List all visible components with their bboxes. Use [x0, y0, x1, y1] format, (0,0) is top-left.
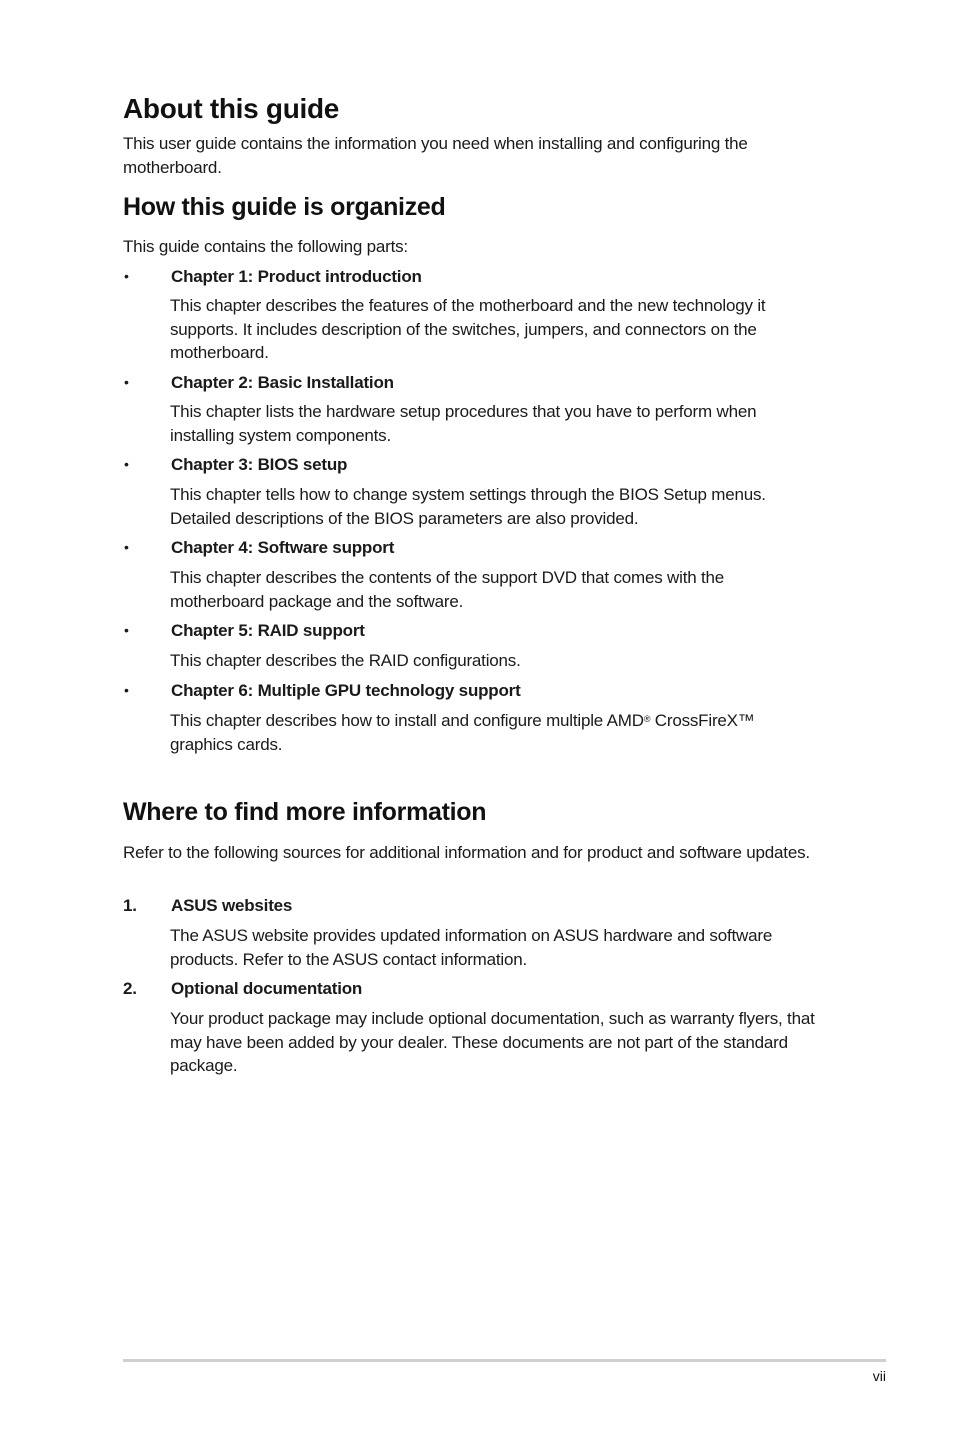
chapter-3-desc: This chapter tells how to change system settings through the BIOS Setup menus. Detailed descriptions of the BIOS parameters are also provided.	[170, 485, 766, 528]
chapter-4-desc: This chapter describes the contents of the support DVD that comes with the motherboard package and the software.	[170, 568, 725, 611]
chapter-4-title: Chapter 4: Software support	[171, 538, 395, 557]
bullet-icon: •	[124, 622, 129, 638]
source-1-number: 1.	[123, 896, 137, 915]
source-1-desc: The ASUS website provides updated information on ASUS hardware and software products. Refer to the ASUS contact information.	[170, 926, 773, 969]
chapter-6-desc-part2: CrossFireX™ graphics cards.	[170, 711, 755, 754]
bullet-icon: •	[124, 374, 129, 390]
heading-where-to-find: Where to find more information	[123, 798, 487, 826]
about-intro: This user guide contains the information you need when installing and configuring the motherboard.	[123, 134, 748, 177]
chapter-2-title: Chapter 2: Basic Installation	[171, 373, 394, 392]
bullet-icon: •	[124, 682, 129, 698]
chapter-1-desc: This chapter describes the features of the motherboard and the new technology it supports. It includes description of the switches, jumpers, and connectors on the motherboard.	[170, 296, 766, 362]
bullet-icon: •	[124, 456, 129, 472]
chapter-6-desc-part1: This chapter describes how to install and configure multiple AMD	[170, 711, 644, 730]
registered-mark: ®	[643, 714, 651, 724]
source-2-desc: Your product package may include optional documentation, such as warranty flyers, that may have been added by your dealer. These documents are not part of the standard package.	[170, 1009, 815, 1075]
page-number: vii	[872, 1368, 886, 1384]
source-2-number: 2.	[123, 979, 137, 998]
source-1-title: ASUS websites	[171, 896, 293, 915]
chapter-3-title: Chapter 3: BIOS setup	[171, 455, 348, 474]
chapter-5-desc: This chapter describes the RAID configurations.	[170, 651, 521, 670]
heading-about-this-guide: About this guide	[123, 93, 340, 124]
source-2-title: Optional documentation	[171, 979, 363, 998]
bullet-icon: •	[124, 268, 129, 284]
chapter-6-title: Chapter 6: Multiple GPU technology support	[171, 681, 521, 700]
chapter-1-title: Chapter 1: Product introduction	[171, 267, 422, 286]
chapter-6-desc	[170, 709, 810, 756]
bullet-icon: •	[124, 539, 129, 555]
chapter-5-title: Chapter 5: RAID support	[171, 621, 365, 640]
heading-how-organized: How this guide is organized	[123, 193, 446, 221]
footer-divider	[123, 1359, 886, 1362]
chapter-2-desc: This chapter lists the hardware setup procedures that you have to perform when installing system components.	[170, 402, 757, 445]
organized-intro: This guide contains the following parts:	[123, 237, 408, 256]
where-intro: Refer to the following sources for additional information and for product and software updates.	[123, 843, 810, 862]
